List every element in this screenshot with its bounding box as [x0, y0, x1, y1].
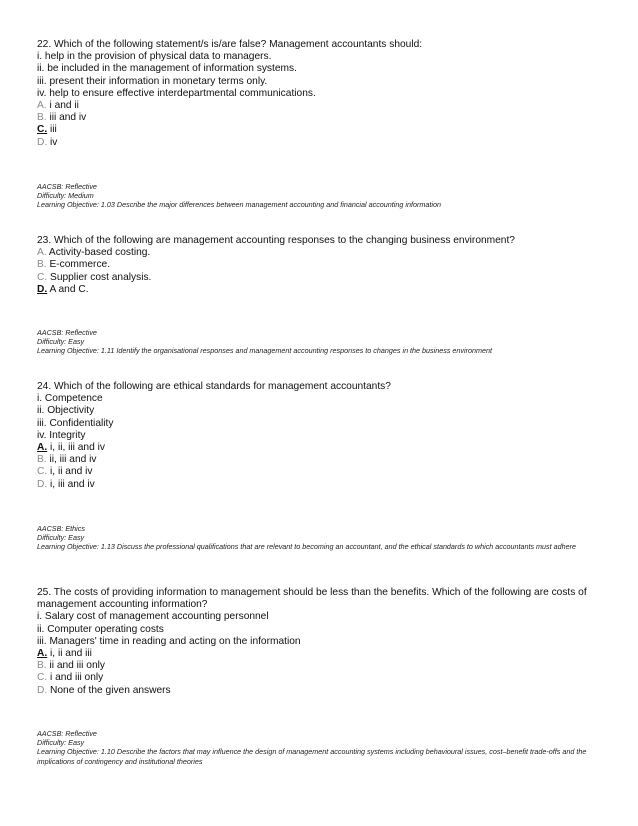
option-text: i, ii, iii and iv	[47, 442, 105, 454]
answer-option-d	[37, 137, 607, 149]
aacsb-tag: AACSB: Reflective	[37, 182, 97, 191]
statement-line: ii. Computer operating costs	[37, 623, 164, 635]
option-letter: B.	[37, 259, 47, 271]
difficulty-tag: Difficulty: Medium	[37, 191, 94, 201]
statement-line: iii. Confidentiality	[37, 417, 114, 429]
answer-option-a-correct	[37, 648, 607, 660]
learning-objective: Learning Objective: 1.10 Describe the factors that may influence the design of management accounting systems including behavioural issues, cost–benefit trade-offs and the implications of contingency and institutional theories	[37, 747, 587, 766]
statement-line: iv. Integrity	[37, 429, 86, 441]
answer-option-c	[37, 272, 607, 284]
learning-objective: Learning Objective: 1.11 Identify the organisational responses and management accounting responses to changes in the business environment	[37, 346, 492, 356]
option-text: i, iii and iv	[47, 478, 95, 490]
option-letter: B.	[37, 660, 47, 672]
difficulty-tag: Difficulty: Easy	[37, 533, 85, 543]
question-24-metadata	[37, 524, 597, 552]
option-letter: C.	[37, 124, 48, 136]
answer-option-c	[37, 672, 607, 684]
question-22-metadata	[37, 182, 597, 210]
aacsb-tag: AACSB: Reflective	[37, 328, 97, 337]
option-text: i, ii and iv	[47, 466, 93, 478]
statement-line: iii. Managers' time in reading and acting on the information	[37, 635, 301, 647]
answer-option-c-correct	[37, 124, 607, 136]
question-stem: 24. Which of the following are ethical standards for management accountants?	[37, 381, 391, 392]
option-letter: B.	[37, 454, 47, 466]
statement-line: i. Salary cost of management accounting personnel	[37, 611, 269, 623]
option-letter: C.	[37, 271, 48, 283]
statement-line: iv. help to ensure effective interdepartmental communications.	[37, 87, 316, 99]
question-23	[37, 235, 607, 296]
statement-line: i. help in the provision of physical data to managers.	[37, 51, 272, 63]
option-letter: B.	[37, 112, 47, 124]
question-23-metadata	[37, 328, 597, 356]
aacsb-tag: AACSB: Reflective	[37, 729, 97, 738]
answer-option-b	[37, 660, 607, 672]
option-text: Activity-based costing.	[46, 247, 151, 259]
answer-option-b	[37, 112, 607, 124]
answer-option-d	[37, 479, 607, 491]
option-letter: A.	[37, 247, 47, 259]
option-text: Supplier cost analysis.	[47, 271, 152, 283]
statement-line: iii. present their information in monetary terms only.	[37, 75, 268, 87]
aacsb-tag: AACSB: Ethics	[37, 524, 85, 533]
option-text: A and C.	[47, 283, 89, 295]
question-stem: 22. Which of the following statement/s is/are false? Management accountants should:	[37, 39, 423, 50]
statement-line: ii. Objectivity	[37, 405, 95, 417]
answer-option-a	[37, 247, 607, 259]
statement-line: ii. be included in the management of information systems.	[37, 63, 297, 75]
answer-option-d	[37, 685, 607, 697]
option-text: ii, iii and iv	[46, 454, 97, 466]
option-text: ii and iii only	[46, 660, 105, 672]
option-letter: A.	[37, 648, 48, 660]
option-text: iii and iv	[46, 112, 87, 124]
difficulty-tag: Difficulty: Easy	[37, 738, 85, 748]
answer-option-d-correct	[37, 284, 607, 296]
learning-objective: Learning Objective: 1.13 Discuss the professional qualifications that are relevant to becoming an accountant, and the ethical standards to which accountants must adhere	[37, 542, 576, 552]
option-text: iii	[47, 124, 57, 136]
statement-line: i. Competence	[37, 393, 103, 405]
question-stem: 23. Which of the following are management accounting responses to the changing business environment?	[37, 235, 515, 246]
answer-option-c	[37, 466, 607, 478]
option-text: i, ii and iii	[47, 648, 92, 660]
option-letter: C.	[37, 672, 48, 684]
option-letter: D.	[37, 478, 48, 490]
option-text: i and ii	[46, 100, 79, 112]
option-text: iv	[47, 136, 58, 148]
option-letter: A.	[37, 100, 47, 112]
question-stem: 25. The costs of providing information to management should be less than the benefits. Which of the following are costs of management accounting information?	[37, 587, 587, 611]
answer-option-a	[37, 100, 607, 112]
question-25	[37, 587, 607, 697]
question-25-metadata	[37, 729, 597, 766]
answer-option-b	[37, 454, 607, 466]
answer-option-b	[37, 259, 607, 271]
option-letter: A.	[37, 442, 48, 454]
option-letter: D.	[37, 684, 48, 696]
option-letter: C.	[37, 466, 48, 478]
answer-option-a-correct	[37, 442, 607, 454]
learning-objective: Learning Objective: 1.03 Describe the major differences between management accounting and financial accounting information	[37, 200, 441, 210]
option-letter: D.	[37, 283, 48, 295]
option-text: None of the given answers	[47, 684, 171, 696]
option-text: i and iii only	[47, 672, 104, 684]
option-text: E-commerce.	[46, 259, 111, 271]
question-22	[37, 39, 607, 149]
option-letter: D.	[37, 136, 48, 148]
question-24	[37, 381, 607, 491]
difficulty-tag: Difficulty: Easy	[37, 337, 85, 347]
